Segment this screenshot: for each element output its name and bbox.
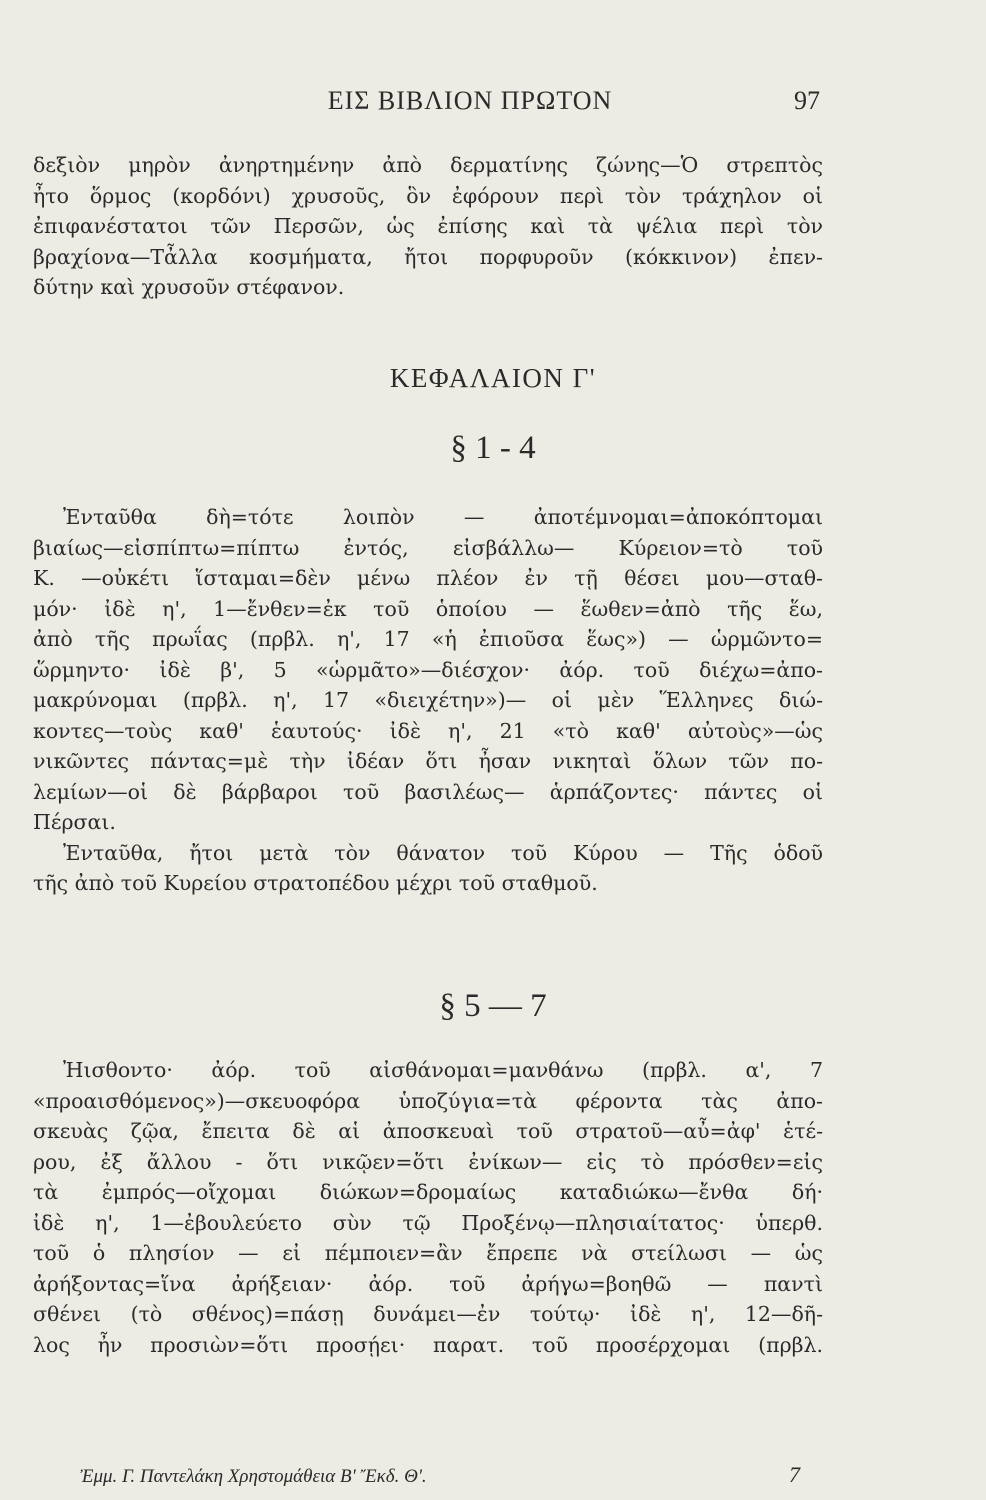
text-line: Ἐνταῦθα δὴ=τότε λοιπὸν — ἀποτέμνομαι=ἀποκόπτομαι: [63, 505, 823, 529]
text-line: ὥρμηντο· ἰδὲ β', 5 «ὡρμᾶτο»—διέσχον· ἀόρ. τοῦ διέχω=ἀπο-: [33, 657, 823, 682]
text-line: τῆς ἀπὸ τοῦ Κυρείου στρατοπέδου μέχρι τοῦ σταθμοῦ.: [33, 871, 598, 895]
section-heading-1-4: § 1 - 4: [450, 430, 536, 466]
text-line: βραχίονα—Τἆλλα κοσμήματα, ἤτοι πορφυροῦν (κόκκινον) ἐπεν-: [33, 244, 823, 269]
text-line: μόν· ἰδὲ η', 1—ἔνθεν=ἐκ τοῦ ὁποίου — ἕωθεν=ἀπὸ τῆς ἕω,: [33, 596, 823, 621]
text-line: Ἠισθοντο· ἀόρ. τοῦ αἰσθάνομαι=μανθάνω (πρβλ. α', 7: [63, 1058, 823, 1082]
text-line: μακρύνομαι (πρβλ. η', 17 «διειχέτην»)— οἱ μὲν Ἕλληνες διώ-: [33, 688, 823, 712]
text-line: βιαίως—εἰσπίπτω=πίπτω ἐντός, εἰσβάλλω— Κύρειον=τὸ τοῦ: [33, 535, 823, 560]
section-heading-5-7: § 5 — 7: [439, 988, 547, 1024]
text-line: σθένει (τὸ σθένος)=πάσῃ δυνάμει—ἐν τούτῳ· ἰδὲ η', 12—δῆ-: [33, 1302, 823, 1326]
page-footer: [80, 1462, 820, 1494]
text-line: ἐπιφανέστατοι τῶν Περσῶν, ὡς ἐπίσης καὶ τὰ ψέλια περὶ τὸν: [33, 214, 823, 238]
printer-signature: 7: [789, 1462, 800, 1487]
text-line: Ἐνταῦθα, ἤτοι μετὰ τὸν θάνατον τοῦ Κύρου — Τῆς ὁδοῦ: [63, 840, 823, 865]
text-line: ἀρήξοντας=ἵνα ἀρήξειαν· ἀόρ. τοῦ ἀρήγω=βοηθῶ — παντὶ: [33, 1271, 823, 1296]
text-line: λεμίων—οἱ δὲ βάρβαροι τοῦ βασιλέως— ἁρπάζοντες· πάντες οἱ: [33, 779, 823, 804]
text-line: τοῦ ὁ πλησίον — εἰ πέμποιεν=ἂν ἔπρεπε νὰ στείλωσι — ὡς: [33, 1241, 823, 1265]
text-line: λος ἦν προσιὼν=ὅτι προσῄει· παρατ. τοῦ προσέρχομαι (πρβλ.: [33, 1332, 823, 1357]
text-line: Κ. —οὐκέτι ἵσταμαι=δὲν μένω πλέον ἐν τῇ θέσει μου—σταθ-: [33, 566, 823, 590]
intro-paragraph: [33, 150, 823, 303]
text-line: τὰ ἐμπρός—οἴχομαι διώκων=δρομαίως καταδιώκω—ἔνθα δή·: [33, 1180, 823, 1204]
page-number: 97: [794, 86, 820, 115]
text-line: ρου, ἐξ ἄλλου - ὅτι νικῷεν=ὅτι ἐνίκων— εἰς τὸ πρόσθεν=εἰς: [33, 1149, 823, 1174]
running-head-title: ΕΙΣ ΒΙΒΛΙΟΝ ΠΡΩΤΟΝ: [327, 86, 613, 115]
section-5-7-text: [33, 1055, 823, 1360]
text-line: δεξιὸν μηρὸν ἀνηρτημένην ἀπὸ δερματίνης ζώνης—Ὁ στρεπτὸς: [33, 153, 823, 177]
text-line: «προαισθόμενος»)—σκευοφόρα ὑποζύγια=τὰ φέροντα τὰς ἀπο-: [33, 1088, 823, 1113]
text-line: ἦτο ὅρμος (κορδόνι) χρυσοῦς, ὃν ἐφόρουν περὶ τὸν τράχηλον οἱ: [33, 183, 823, 208]
text-line: νικῶντες πάντας=μὲ τὴν ἰδέαν ὅτι ἦσαν νικηταὶ ὅλων τῶν πο-: [33, 749, 823, 773]
text-line: ἰδὲ η', 1—ἐβουλεύετο σὺν τῷ Προξένῳ—πλησιαίτατος· ὑπερθ.: [33, 1210, 823, 1235]
text-line: σκευὰς ζῷα, ἔπειτα δὲ αἱ ἀποσκευαὶ τοῦ στρατοῦ—αὖ=ἀφ' ἑτέ-: [33, 1119, 823, 1143]
text-line: δύτην καὶ χρυσοῦν στέφανον.: [33, 275, 345, 299]
text-line: κοντες—τοὺς καθ' ἑαυτούς· ἰδὲ η', 21 «τὸ καθ' αὐτοὺς»—ὡς: [33, 718, 823, 743]
footer-book-title: Ἐμμ. Γ. Παντελάκη Χρηστομάθεια Β' Ἔκδ. Θ'.: [80, 1466, 427, 1487]
chapter-heading: ΚΕΦΑΛΑΙΟΝ Γ': [389, 363, 597, 393]
text-line: ἀπὸ τῆς πρωΐας (πρβλ. η', 17 «ἡ ἐπιοῦσα ἕως») — ὡρμῶντο=: [33, 627, 823, 651]
text-line: Πέρσαι.: [33, 810, 116, 834]
running-head: [0, 86, 986, 120]
section-1-4-text: [33, 502, 823, 899]
